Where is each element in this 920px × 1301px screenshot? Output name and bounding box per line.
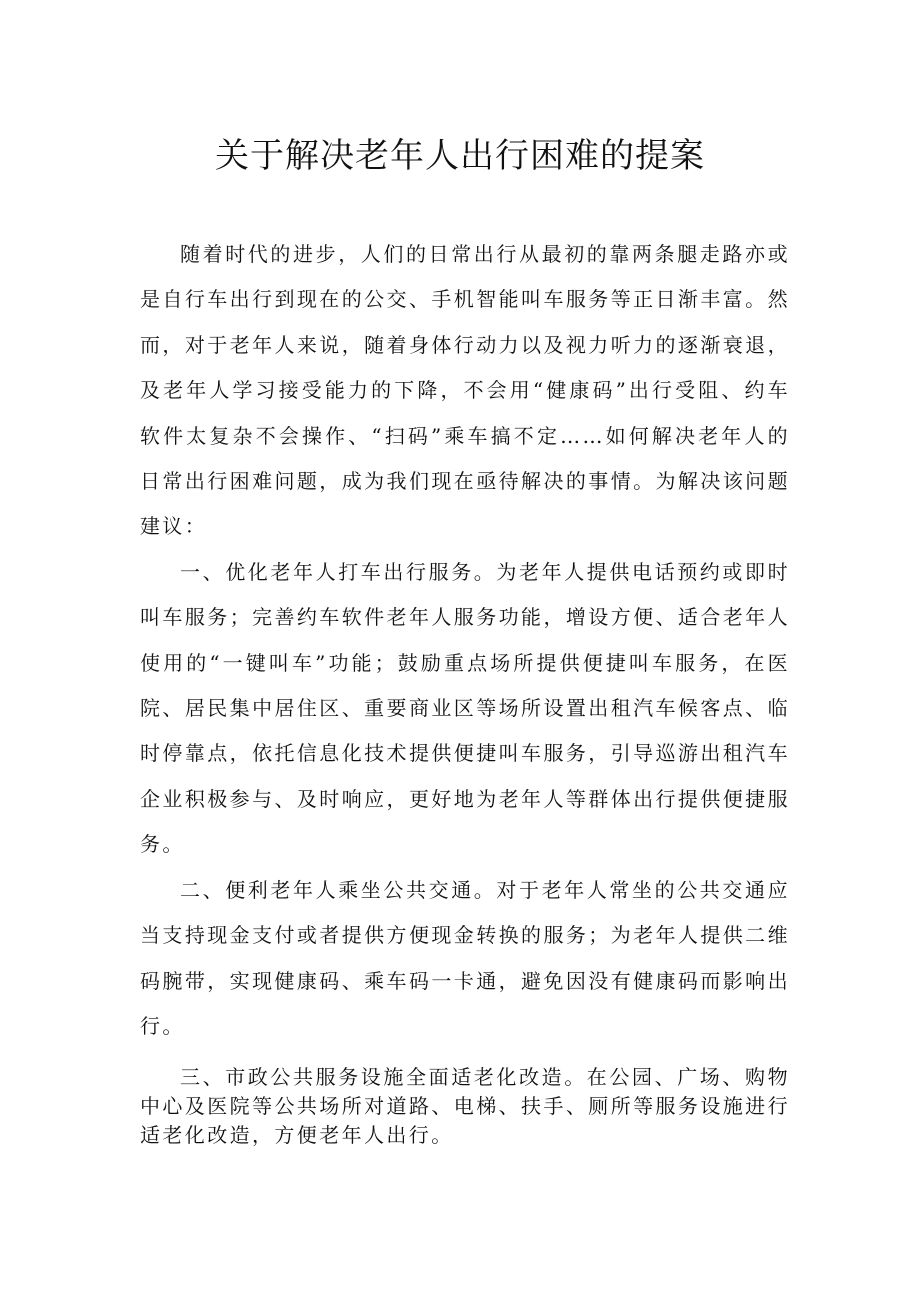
document-body <box>140 232 790 1150</box>
document-title: 关于解决老年人出行困难的提案 <box>215 136 705 176</box>
paragraph-suggestion-3: 三、市政公共服务设施全面适老化改造。在公园、广场、购物中心及医院等公共场所对道路、电梯、扶手、厕所等服务设施进行适老化改造，方便老年人出行。 <box>140 1065 790 1148</box>
paragraph-intro: 随着时代的进步，人们的日常出行从最初的靠两条腿走路亦或是自行车出行到现在的公交、手机智能叫车服务等正日渐丰富。然而，对于老年人来说，随着身体行动力以及视力听力的逐渐衰退，及老年人学习接受能力的下降，不会用“健康码”出行受阻、约车软件太复杂不会操作、“扫码”乘车搞不定……如何解决老年人的日常出行困难问题，成为我们现在亟待解决的事情。为解决该问题建议： <box>140 242 790 539</box>
paragraph-suggestion-1: 一、优化老年人打车出行服务。为老年人提供电话预约或即时叫车服务；完善约车软件老年人服务功能，增设方便、适合老年人使用的“一键叫车”功能；鼓励重点场所提供便捷叫车服务，在医院、居民集中居住区、重要商业区等场所设置出租汽车候客点、临时停靠点，依托信息化技术提供便捷叫车服务，引导巡游出租汽车企业积极参与、及时响应，更好地为老年人等群体出行提供便捷服务。 <box>140 559 790 857</box>
paragraph-suggestion-2: 二、便利老年人乘坐公共交通。对于老年人常坐的公共交通应当支持现金支付或者提供方便现金转换的服务；为老年人提供二维码腕带，实现健康码、乘车码一卡通，避免因没有健康码而影响出行。 <box>140 877 790 1038</box>
